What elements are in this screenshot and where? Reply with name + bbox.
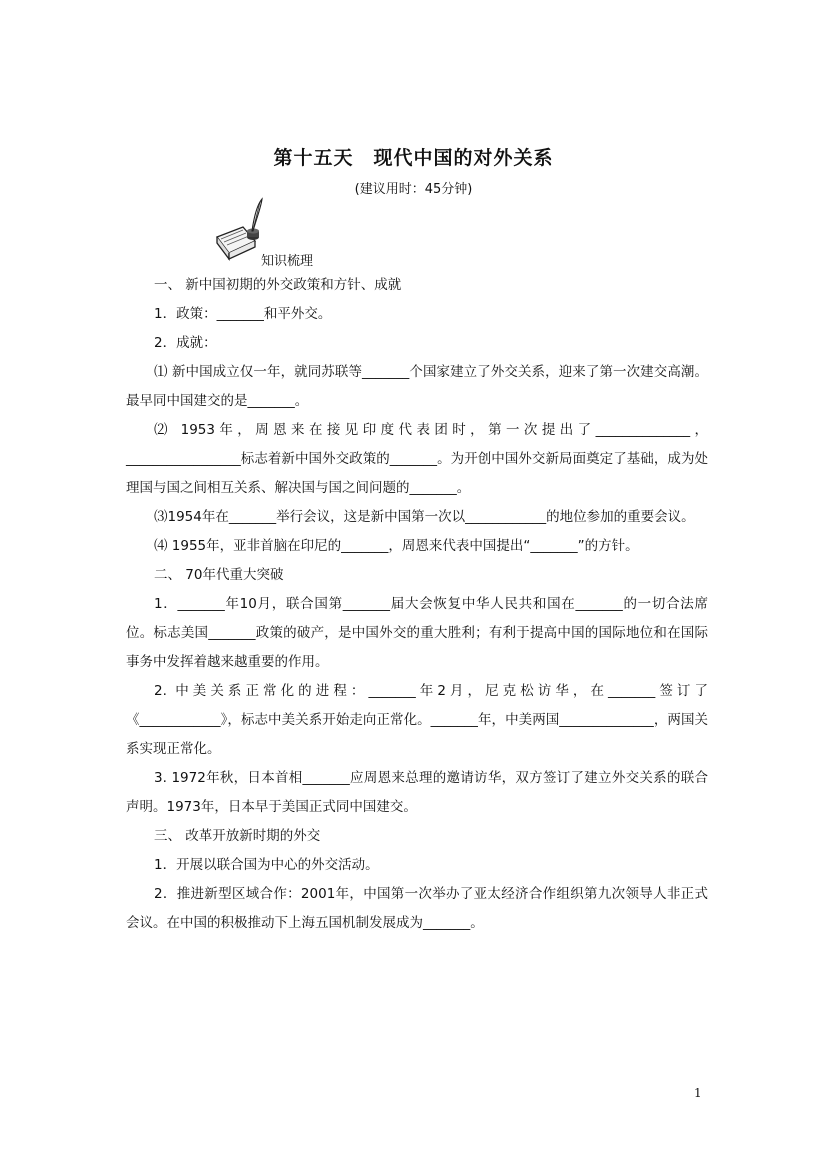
heading-part-three: 三、 改革开放新时期的外交 (154, 828, 321, 844)
paragraph: ⑷ 1955年，亚非首脑在印尼的_______，周恩来代表中国提出“_______”的方针。 (154, 538, 639, 554)
heading-part-one: 一、 新中国初期的外交政策和方针、成就 (154, 277, 402, 293)
heading-part-two: 二、 70年代重大突破 (154, 567, 284, 583)
paragraph: 1．政策：_______和平外交。 (154, 306, 332, 322)
paragraph: 2. 中美关系正常化的进程：_______年2月，尼克松访华，在_______签订了《____________》，标志中美关系开始走向正常化。_______年，中美两国______________，两国关系实现正常化。 (126, 683, 708, 757)
paragraph: 2．成就： (154, 335, 217, 351)
paragraph: ⑴ 新中国成立仅一年，就同苏联等_______个国家建立了外交关系，迎来了第一次建交高潮。最早同中国建交的是_______。 (126, 364, 708, 409)
section-label: 知识梳理 (261, 254, 314, 269)
paragraph: ⑶1954年在_______举行会议，这是新中国第一次以____________的地位参加的重要会议。 (154, 509, 695, 525)
paragraph: 1．开展以联合国为中心的外交活动。 (154, 857, 379, 873)
document-body (126, 271, 708, 938)
page-subtitle: (建议用时：45分钟) (354, 182, 473, 197)
paragraph: ⑵ 1953年，周恩来在接见印度代表团时，第一次提出了______________，_________________标志着新中国外交政策的_______。为开创中国外交新局面奠定了基础，成为处理国与国之间相互关系、解决国与国之间问题的_______。 (126, 422, 708, 496)
quill-book-icon (213, 197, 263, 267)
paragraph: 1．_______年10月，联合国第_______届大会恢复中华人民共和国在_______的一切合法席位。标志美国_______政策的破产，是中国外交的重大胜利；有利于提高中国的国际地位和在国际事务中发挥着越来越重要的作用。 (126, 596, 708, 670)
page-number: 1 (694, 1086, 702, 1100)
paragraph: 3. 1972年秋，日本首相_______应周恩来总理的邀请访华，双方签订了建立外交关系的联合声明。1973年，日本早于美国正式同中国建交。 (126, 770, 708, 815)
paragraph: 2．推进新型区域合作：2001年，中国第一次举办了亚太经济合作组织第九次领导人非正式会议。在中国的积极推动下上海五国机制发展成为_______。 (126, 886, 708, 931)
page-title: 第十五天 现代中国的对外关系 (273, 147, 554, 169)
